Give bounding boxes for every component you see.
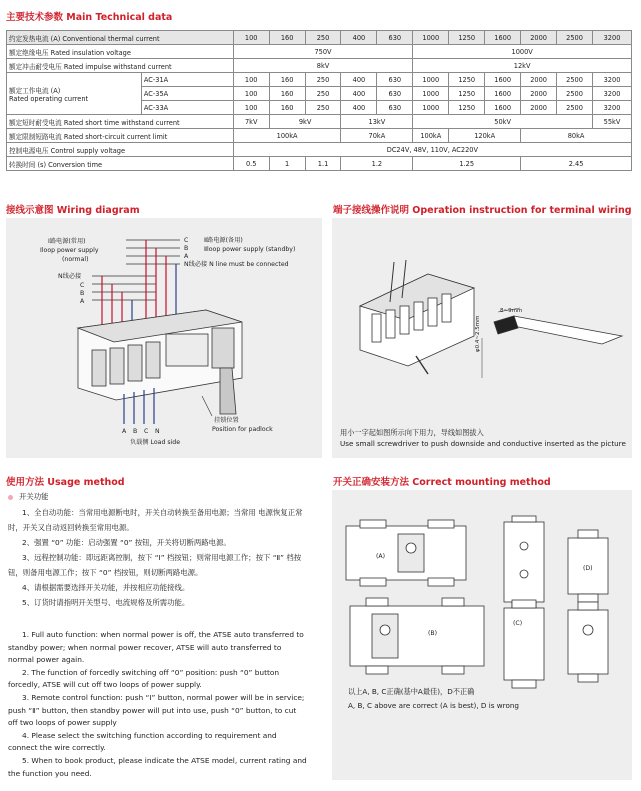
table-cell: 1000 [413, 73, 449, 87]
table-cell: 2000 [521, 31, 557, 45]
table-cell: 1000V [413, 45, 632, 59]
table-cell: 1600 [485, 101, 521, 115]
usage-en-item: 4. Please select the switching function according to requirement and connect the wire correctly. [8, 730, 277, 753]
mounting-caption-en: A, B, C above are correct (A is best), D is wrong [348, 701, 519, 710]
table-cell: 630 [377, 101, 413, 115]
table-cell: 3200 [593, 101, 632, 115]
table-cell: 250 [305, 73, 341, 87]
table-cell: 1.2 [341, 157, 413, 171]
table-cell: 0.5 [233, 157, 269, 171]
row-short-circuit [7, 129, 632, 143]
table-cell: 9kV [269, 115, 341, 129]
table-cell: 100 [233, 31, 269, 45]
usage-cn-item: 1、全自动功能：当常用电源断电时，开关自动转换至备用电源；当常用 电源恢复正常时，开关又自动返回转换至常用电源。 [8, 508, 303, 532]
terminal-title: 端子接线操作说明 Operation instruction for terminal wiring [333, 205, 632, 216]
bottom-letter-b: B [133, 428, 138, 435]
source1-en2: (normal) [62, 256, 89, 263]
table-cell: 1600 [485, 73, 521, 87]
conversion-label: 转换时间 (s) Conversion time [7, 157, 234, 171]
table-cell: 1250 [449, 31, 485, 45]
bottom-letter-a: A [122, 428, 127, 435]
table-cell: 2500 [557, 73, 593, 87]
table-cell: 400 [341, 87, 377, 101]
table-cell: 80kA [521, 129, 632, 143]
terminal-caption-cn: 用小一字起如图所示向下用力，导线如图拔入 [340, 428, 484, 437]
table-cell: 100kA [233, 129, 341, 143]
usage-en-item: 3. Remote control function: push “Ⅰ” button, normal power will be in service; push “Ⅱ” button, then standby power will put into use, push “0” button, to cut off two loops of power supply [8, 692, 305, 728]
table-cell: 160 [269, 101, 305, 115]
mount-label-d: (D) [583, 565, 593, 572]
table-cell: 1250 [449, 101, 485, 115]
impulse-label: 额定冲击耐受电压 Rated impulse withstand current [7, 59, 234, 73]
table-cell: 160 [269, 73, 305, 87]
table-cell: 3200 [593, 87, 632, 101]
table-cell: 630 [377, 31, 413, 45]
row-current [7, 31, 632, 45]
table-cell: 250 [305, 31, 341, 45]
table-cell: 100 [233, 73, 269, 87]
table-cell: 70kA [341, 129, 413, 143]
usage-cn-item: 4、请根据需要选择开关功能，并按相应功能接线。 [22, 583, 190, 592]
row-operating-1 [7, 73, 632, 87]
sub-label: AC-35A [141, 87, 233, 101]
short-circuit-label: 额定限制短路电流 Rated short-circuit current limit [7, 129, 234, 143]
sub-label: AC-31A [141, 73, 233, 87]
row-insulation [7, 45, 632, 59]
table-cell: 1 [269, 157, 305, 171]
usage-cn-item: 5、订货时请指明开关型号、电流规格及所需功能。 [22, 598, 190, 607]
strip-length-label: 8~9mm [500, 308, 523, 314]
table-cell: 1000 [413, 101, 449, 115]
row-impulse [7, 59, 632, 73]
table-cell: 12kV [413, 59, 632, 73]
table-cell: 630 [377, 73, 413, 87]
short-time-label: 额定短时耐受电流 Rated short time withstand current [7, 115, 234, 129]
table-cell: 2000 [521, 87, 557, 101]
sub-label: AC-33A [141, 101, 233, 115]
specs-title: 主要技术参数 Main Technical data [6, 12, 173, 23]
usage-en-list [8, 629, 308, 780]
label-right-c: C [184, 237, 189, 244]
usage-title: 使用方法 Usage method [6, 477, 125, 488]
table-cell: 1.1 [305, 157, 341, 171]
table-cell: 100kA [413, 129, 449, 143]
source1-en1: Ⅰloop power supply [40, 247, 99, 254]
table-cell: 2500 [557, 31, 593, 45]
mount-label-a: (A) [376, 553, 386, 560]
padlock-en: Position for padlock [212, 426, 273, 433]
label-right-b: B [184, 245, 189, 252]
label-left-a: A [80, 298, 85, 305]
row-conversion [7, 157, 632, 171]
table-cell: 13kV [341, 115, 413, 129]
table-cell: 1.25 [413, 157, 521, 171]
mounting-caption-cn: 以上A, B, C正确(基中A最佳)，D不正确 [348, 687, 475, 696]
table-cell: 2000 [521, 73, 557, 87]
insulation-label: 额定绝缘电压 Rated insulation voltage [7, 45, 234, 59]
table-cell: 50kV [413, 115, 593, 129]
source1-cn: Ⅰ路电源(常用) [48, 238, 86, 245]
load-side-label: 负载侧 Load side [130, 439, 181, 446]
control-label: 控制电源电压 Control supply voltage [7, 143, 234, 157]
table-cell: 100 [233, 101, 269, 115]
table-cell: 1600 [485, 31, 521, 45]
table-cell: 160 [269, 31, 305, 45]
usage-en-item: 2. The function of forcedly switching off “0” position: push “0” button forcedly, ATSE will cut off two loops of power supply. [8, 667, 280, 690]
table-cell: 750V [233, 45, 413, 59]
mounting-title: 开关正确安装方法 Correct mounting method [333, 477, 551, 488]
usage-en-item: 5. When to book product, please indicate the ATSE model, current rating and the function you need. [8, 755, 307, 778]
mount-label-b: (B) [428, 630, 438, 637]
wire-diameter-label: φ0.4~2.5mm [475, 315, 481, 352]
wiring-title: 接线示意图 Wiring diagram [6, 205, 140, 216]
operating-label-cn: 额定工作电流 (A) [9, 86, 61, 95]
label-right-a: A [184, 253, 189, 260]
bottom-letter-n: N [155, 428, 160, 435]
table-cell: 400 [341, 31, 377, 45]
table-cell: 2.45 [521, 157, 632, 171]
mounting-drawings [332, 490, 632, 690]
table-cell: 2000 [521, 101, 557, 115]
current-label: 约定发热电流 (A) Conventional thermal current [7, 31, 234, 45]
n-left-label: N线必接 [58, 273, 82, 280]
usage-cn-item: 3、远程控制功能：即远距离控制，按下 “Ⅰ” 档按钮；则常用电源工作；按下 “Ⅱ” 档按钮，则备用电源工作；按下 “0” 档按钮，则切断两路电源。 [8, 553, 302, 577]
table-cell: 8kV [233, 59, 413, 73]
spec-table [6, 30, 632, 171]
bullet-icon [8, 495, 13, 500]
table-cell: 1000 [413, 31, 449, 45]
table-cell: 7kV [233, 115, 269, 129]
label-right-n: N线必接 N line must be connected [184, 261, 289, 268]
padlock-cn: 挂锁位置 [214, 417, 239, 424]
label-left-c: C [80, 282, 85, 289]
table-cell: 250 [305, 87, 341, 101]
bottom-letter-c: C [144, 428, 149, 435]
table-cell: 1000 [413, 87, 449, 101]
source2-cn: Ⅱ路电源(备用) [204, 237, 243, 244]
table-cell: 1250 [449, 87, 485, 101]
table-cell: 160 [269, 87, 305, 101]
mount-label-c: (C) [513, 620, 523, 627]
table-cell: 400 [341, 101, 377, 115]
table-cell: 1600 [485, 87, 521, 101]
table-cell: 120kA [449, 129, 521, 143]
source2-en: Ⅱloop power supply (standby) [204, 246, 296, 253]
operating-label-en: Rated operating current [9, 94, 89, 103]
usage-bullet [8, 489, 308, 504]
row-control [7, 143, 632, 157]
table-cell: 55kV [593, 115, 632, 129]
table-cell: DC24V, 48V, 110V, AC220V [233, 143, 631, 157]
usage-cn-item: 2、强置 “0” 功能：启动强置 “0” 按钮，开关将切断两路电源。 [22, 538, 231, 547]
table-cell: 3200 [593, 73, 632, 87]
table-cell: 2500 [557, 87, 593, 101]
table-cell: 100 [233, 87, 269, 101]
table-cell: 3200 [593, 31, 632, 45]
label-left-b: B [80, 290, 85, 297]
usage-en-item: 1. Full auto function: when normal power is off, the ATSE auto transferred to standby power; when normal power recover, ATSE will auto transferred to normal power again. [8, 630, 304, 665]
table-cell: 1250 [449, 73, 485, 87]
table-cell: 400 [341, 73, 377, 87]
table-cell: 2500 [557, 101, 593, 115]
table-cell: 250 [305, 101, 341, 115]
usage-cn-list [8, 505, 308, 610]
terminal-caption-en: Use small screwdriver to push downside and conductive inserted as the picture [340, 439, 626, 448]
usage-bullet-label: 开关功能 [19, 492, 49, 501]
table-cell: 630 [377, 87, 413, 101]
operating-label [7, 73, 142, 115]
row-short-time [7, 115, 632, 129]
